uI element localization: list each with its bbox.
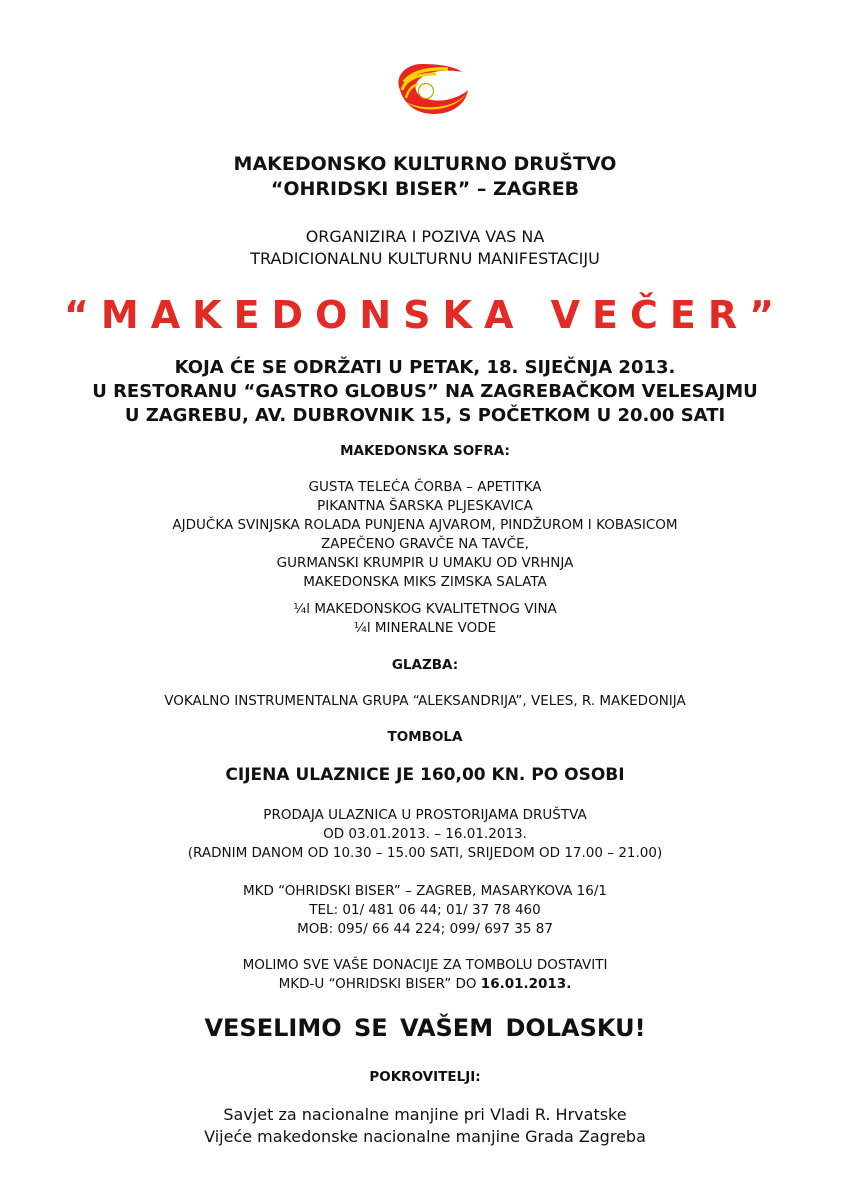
- welcome-message: VESELIMO SE VAŠEM DOLASKU!: [204, 1014, 646, 1042]
- menu-item: AJDUČKA SVINJSKA ROLADA PUNJENA AJVAROM, PINDŽUROM I KOBASICOM: [172, 517, 678, 533]
- donation-line-1: MOLIMO SVE VAŠE DONACIJE ZA TOMBOLU DOSTAVITI: [242, 957, 608, 973]
- event-details: [0, 356, 850, 428]
- org-line-2: “OHRIDSKI BISER” – ZAGREB: [270, 178, 580, 200]
- drinks-list: [0, 600, 850, 638]
- org-line-1: MAKEDONSKO KULTURNO DRUŠTVO: [233, 153, 617, 175]
- donation-prefix: MKD-U “OHRIDSKI BISER” DO: [278, 976, 481, 992]
- menu-heading: MAKEDONSKA SOFRA:: [340, 443, 510, 459]
- sponsor-item: Savjet za nacionalne manjine pri Vladi R. Hrvatske: [223, 1105, 627, 1124]
- ticket-sales-info: [0, 806, 850, 863]
- contact-info: [0, 882, 850, 939]
- contact-mob: MOB: 095/ 66 44 224; 099/ 697 35 87: [297, 921, 553, 937]
- menu-item: PIKANTNA ŠARSKA PLJESKAVICA: [317, 498, 533, 514]
- invitation-intro: [0, 226, 850, 270]
- organization-name: [0, 152, 850, 202]
- menu-item: GURMANSKI KRUMPIR U UMAKU OD VRHNJA: [276, 555, 574, 571]
- contact-tel: TEL: 01/ 481 06 44; 01/ 37 78 460: [309, 902, 541, 918]
- sales-dates: OD 03.01.2013. – 16.01.2013.: [323, 826, 527, 842]
- invite-line-1: ORGANIZIRA I POZIVA VAS NA: [305, 227, 545, 246]
- event-venue-line: U RESTORANU “GASTRO GLOBUS” NA ZAGREBAČKOM VELESAJMU: [92, 381, 758, 402]
- sponsors-heading: POKROVITELJI:: [369, 1069, 481, 1085]
- event-address-line: U ZAGREBU, AV. DUBROVNIK 15, S POČETKOM U 20.00 SATI: [124, 405, 726, 426]
- drink-item: ¼l MAKEDONSKOG KVALITETNOG VINA: [293, 601, 557, 617]
- sales-hours: (RADNIM DANOM OD 10.30 – 15.00 SATI, SRIJEDOM OD 17.00 – 21.00): [187, 845, 663, 861]
- tombola-heading: TOMBOLA: [387, 729, 463, 745]
- music-text: VOKALNO INSTRUMENTALNA GRUPA “ALEKSANDRIJA”, VELES, R. MAKEDONIJA: [164, 693, 686, 709]
- drink-item: ¼l MINERALNE VODE: [353, 620, 497, 636]
- pearl-shell-logo-icon: [392, 60, 472, 118]
- event-title: “MAKEDONSKA VEČER”: [63, 293, 787, 337]
- ticket-price: CIJENA ULAZNICE JE 160,00 KN. PO OSOBI: [225, 765, 625, 785]
- invite-line-2: TRADICIONALNU KULTURNU MANIFESTACIJU: [250, 249, 600, 268]
- sponsor-item: Vijeće makedonske nacionalne manjine Grada Zagreba: [204, 1127, 646, 1146]
- sponsors-list: [0, 1104, 850, 1148]
- donation-notice: [0, 956, 850, 994]
- menu-item: MAKEDONSKA MIKS ZIMSKA SALATA: [303, 574, 547, 590]
- music-heading: GLAZBA:: [391, 657, 459, 673]
- event-date-line: KOJA ĆE SE ODRŽATI U PETAK, 18. SIJEČNJA 2013.: [174, 357, 676, 378]
- menu-item: GUSTA TELEĆA ČORBA – APETITKA: [308, 479, 542, 495]
- donation-deadline: 16.01.2013.: [480, 976, 572, 992]
- contact-address: MKD “OHRIDSKI BISER” – ZAGREB, MASARYKOVA 16/1: [243, 883, 607, 899]
- menu-item: ZAPEČENO GRAVČE NA TAVČE,: [321, 536, 529, 552]
- sales-line-1: PRODAJA ULAZNICA U PROSTORIJAMA DRUŠTVA: [263, 807, 587, 823]
- menu-list: [0, 478, 850, 592]
- donation-line-2: [0, 975, 850, 994]
